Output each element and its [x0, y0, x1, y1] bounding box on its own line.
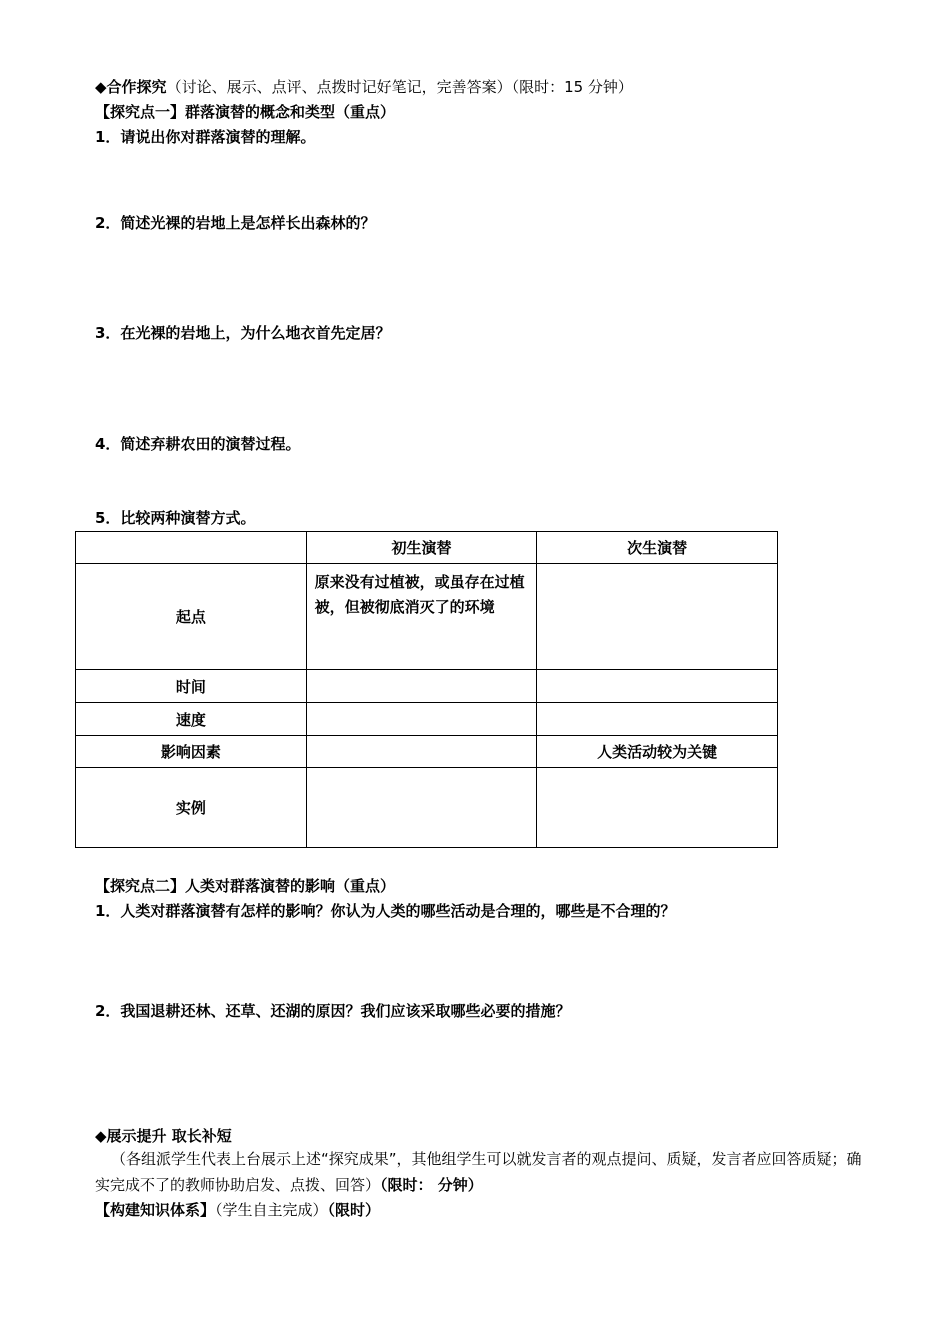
show-instructions	[95, 1146, 863, 1198]
build-note: （学生自主完成）	[215, 1201, 328, 1219]
cell-secondary[interactable]	[537, 703, 778, 736]
row-label: 时间	[76, 670, 307, 703]
diamond-bullet-icon: ◆	[95, 1127, 107, 1145]
row-label: 实例	[76, 768, 307, 848]
point1-question-2: 2．简述光裸的岩地上是怎样长出森林的？	[95, 214, 376, 232]
point1-question-5: 5．比较两种演替方式。	[95, 509, 256, 527]
show-instructions-text: （各组派学生代表上台展示上述“探究成果”，其他组学生可以就发言者的观点提问、质疑，发言者应回答质疑；确实完成不了的教师协助启发、点拨、回答）	[95, 1150, 862, 1194]
table-header-row	[76, 532, 778, 564]
cell-secondary[interactable]	[537, 670, 778, 703]
table-row	[76, 670, 778, 703]
table-row	[76, 564, 778, 670]
point1-question-4: 4．简述弃耕农田的演替过程。	[95, 435, 301, 453]
point2-question-2: 2．我国退耕还林、还草、还湖的原因？我们应该采取哪些必要的措施？	[95, 1002, 571, 1020]
cell-primary[interactable]	[306, 703, 537, 736]
cell-secondary[interactable]: 人类活动较为关键	[537, 736, 778, 768]
cell-secondary[interactable]	[537, 564, 778, 670]
show-title: 展示提升 取长补短	[106, 1127, 232, 1145]
show-time-limit: （限时： 分钟）	[380, 1176, 483, 1194]
table-row	[76, 703, 778, 736]
succession-comparison-table	[75, 531, 778, 848]
coop-note: （讨论、展示、点评、点拨时记好笔记，完善答案）（限时：15 分钟）	[166, 78, 633, 96]
coop-title: 合作探究	[106, 78, 167, 96]
build-time-limit: （限时）	[327, 1201, 381, 1219]
cell-primary[interactable]	[306, 670, 537, 703]
diamond-bullet-icon: ◆	[95, 78, 107, 96]
cell-primary[interactable]	[306, 768, 537, 848]
cell-secondary[interactable]	[537, 768, 778, 848]
coop-heading	[95, 77, 633, 97]
header-cell-secondary: 次生演替	[537, 532, 778, 564]
point1-question-3: 3．在光裸的岩地上，为什么地衣首先定居？	[95, 324, 391, 342]
build-heading	[95, 1200, 380, 1220]
cell-primary[interactable]	[306, 736, 537, 768]
show-heading	[95, 1126, 232, 1146]
table-row	[76, 736, 778, 768]
row-label: 起点	[76, 564, 307, 670]
point1-question-1: 1．请说出你对群落演替的理解。	[95, 128, 316, 146]
point2-question-1: 1．人类对群落演替有怎样的影响？你认为人类的哪些活动是合理的，哪些是不合理的？	[95, 902, 676, 920]
row-label: 影响因素	[76, 736, 307, 768]
cell-primary[interactable]: 原来没有过植被，或虽存在过植被，但被彻底消灭了的环境	[306, 564, 537, 670]
row-label: 速度	[76, 703, 307, 736]
build-title: 【构建知识体系】	[95, 1201, 216, 1219]
point2-heading: 【探究点二】人类对群落演替的影响（重点）	[95, 877, 396, 895]
point1-heading: 【探究点一】群落演替的概念和类型（重点）	[95, 103, 396, 121]
header-cell-primary: 初生演替	[306, 532, 537, 564]
header-cell-empty	[76, 532, 307, 564]
table-row	[76, 768, 778, 848]
